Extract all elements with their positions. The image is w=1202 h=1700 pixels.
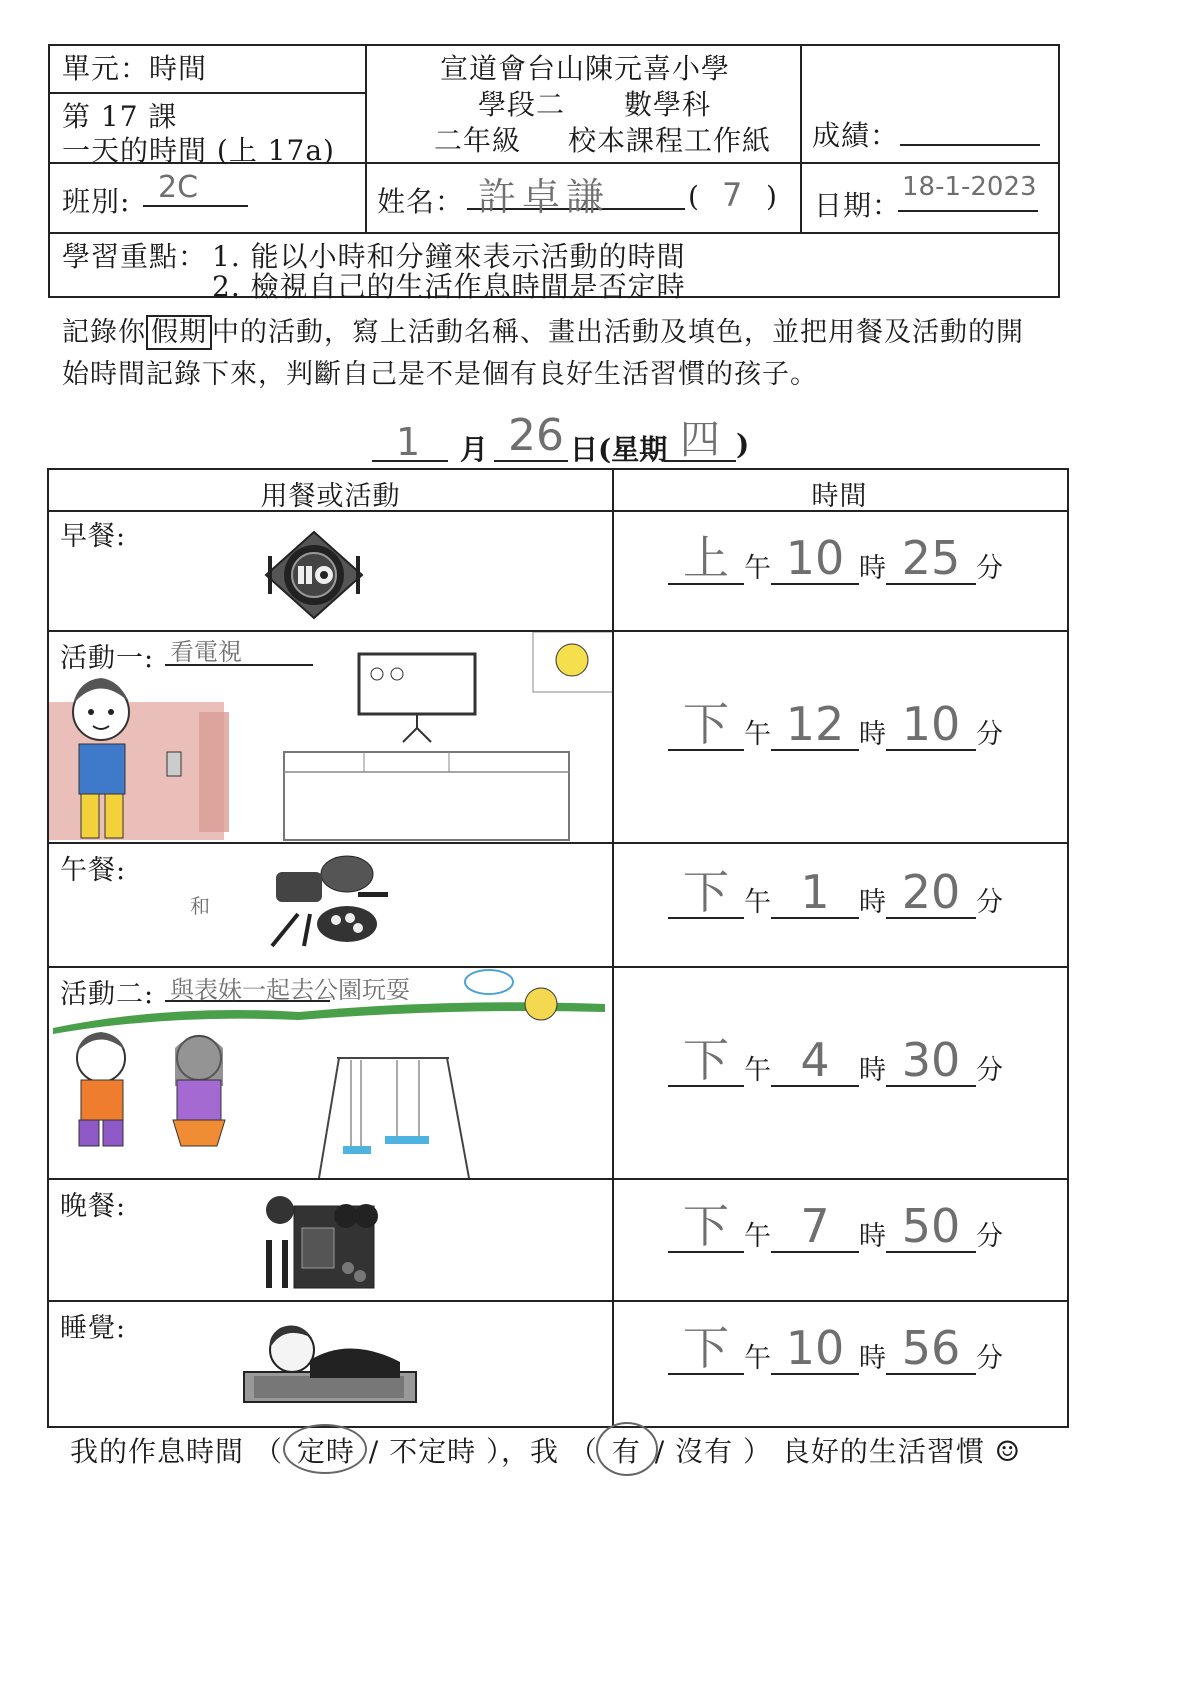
time-period-blank[interactable] (668, 1199, 744, 1253)
footer-part1: 我的作息時間 （ (70, 1435, 283, 1468)
weekday-value[interactable]: 四 (680, 417, 720, 463)
time-hour-value[interactable]: 7 (800, 1199, 830, 1253)
time-hour-blank[interactable] (771, 1321, 859, 1375)
time-minute-blank[interactable] (886, 1321, 976, 1375)
choice-irregular[interactable]: 不定時 (389, 1435, 477, 1468)
activity-2-name[interactable]: 與表妹一起去公園玩耍 (170, 976, 410, 1004)
row-label-activity-2: 活動二: (60, 979, 155, 1010)
row-label-lunch: 午餐: (60, 855, 127, 886)
circle-mark (596, 1422, 658, 1476)
objective-2: 2. 檢視自己的生活作息時間是否定時 (212, 270, 686, 303)
hour-unit: 時 (859, 1343, 886, 1374)
day-value[interactable]: 26 (508, 410, 564, 461)
time-breakfast (668, 531, 1003, 585)
row-label-breakfast: 早餐: (60, 521, 127, 552)
school-name: 宣道會台山陳元喜小學 (440, 52, 731, 85)
minute-unit: 分 (976, 553, 1003, 584)
class-number-open: ( (688, 180, 700, 213)
instructions-line2: 始時間記錄下來，判斷自己是不是個有良好生活習慣的孩子。 (62, 359, 818, 390)
noon-unit: 午 (744, 1055, 771, 1086)
habit-statement (70, 1430, 1021, 1470)
header-divider (365, 44, 367, 234)
time-minute-value[interactable]: 10 (901, 697, 961, 751)
noon-unit: 午 (744, 1343, 771, 1374)
lesson-number: 第 17 課 (62, 100, 178, 133)
time-sleep (668, 1321, 1003, 1375)
activity-1-drawing (49, 632, 612, 842)
month-value[interactable]: 1 (396, 420, 421, 464)
time-activity-2 (668, 1033, 1003, 1087)
sleep-icon (240, 1316, 420, 1412)
time-minute-value[interactable]: 50 (901, 1199, 961, 1253)
choice-have-label: 有 (611, 1435, 641, 1468)
time-hour-value[interactable]: 4 (800, 1033, 830, 1087)
time-hour-blank[interactable] (771, 697, 859, 751)
class-number-close: ) (766, 180, 778, 213)
date-blank[interactable] (898, 210, 1038, 212)
time-hour-blank[interactable] (771, 865, 859, 919)
choice-regular-label: 定時 (296, 1435, 355, 1468)
time-minute-blank[interactable] (886, 1033, 976, 1087)
time-hour-blank[interactable] (771, 531, 859, 585)
row-label-activity-1: 活動一: (60, 643, 155, 674)
class-blank[interactable] (143, 205, 248, 207)
row-label-dinner: 晚餐: (60, 1191, 127, 1222)
time-hour-value[interactable]: 10 (785, 531, 845, 585)
minute-unit: 分 (976, 1221, 1003, 1252)
minute-unit: 分 (976, 887, 1003, 918)
time-hour-value[interactable]: 10 (785, 1321, 845, 1375)
grade-label: 二年級 (434, 124, 522, 157)
time-period-blank[interactable] (668, 865, 744, 919)
time-period-blank[interactable] (668, 1321, 744, 1375)
time-period-value[interactable]: 下 (683, 865, 729, 919)
header-divider (48, 92, 366, 94)
header-divider (800, 44, 802, 234)
footer-slash-2: / (654, 1435, 666, 1468)
name-value[interactable]: 許卓謙 (478, 175, 611, 219)
time-minute-blank[interactable] (886, 865, 976, 919)
choice-regular[interactable] (293, 1430, 359, 1470)
noon-unit: 午 (744, 553, 771, 584)
minute-unit: 分 (976, 1343, 1003, 1374)
time-minute-value[interactable]: 30 (901, 1033, 961, 1087)
activity-2-drawing (49, 968, 612, 1178)
time-minute-blank[interactable] (886, 1199, 976, 1253)
subject-label: 數學科 (624, 88, 712, 121)
date-label: 日期： (814, 189, 902, 222)
time-activity-1 (668, 697, 1003, 751)
objective-1: 1. 能以小時和分鐘來表示活動的時間 (212, 240, 686, 273)
choice-have-not[interactable]: 沒有 (675, 1435, 734, 1468)
name-label: 姓名： (377, 185, 465, 218)
time-hour-blank[interactable] (771, 1033, 859, 1087)
day-label: 日(星期 (570, 433, 668, 466)
hour-unit: 時 (859, 887, 886, 918)
score-blank[interactable] (900, 144, 1040, 146)
hour-unit: 時 (859, 1221, 886, 1252)
date-value[interactable]: 18-1-2023 (902, 172, 1037, 202)
noon-unit: 午 (744, 887, 771, 918)
time-minute-value[interactable]: 20 (901, 865, 961, 919)
lunch-food-icon (262, 850, 392, 950)
lunch-note: 和 (190, 894, 210, 918)
class-value[interactable]: 2C (158, 170, 199, 205)
month-label: 月 (460, 433, 489, 466)
weekday-close: ) (736, 428, 750, 461)
minute-unit: 分 (976, 719, 1003, 750)
time-lunch (668, 865, 1003, 919)
time-minute-blank[interactable] (886, 697, 976, 751)
stage-label: 學段二 (478, 88, 566, 121)
class-number-value[interactable]: 7 (722, 176, 743, 214)
table-divider (47, 842, 1067, 844)
time-period-value[interactable]: 下 (683, 1033, 729, 1087)
objectives-label: 學習重點： (62, 240, 208, 273)
time-period-value[interactable]: 下 (683, 1199, 729, 1253)
hour-unit: 時 (859, 553, 886, 584)
minute-unit: 分 (976, 1055, 1003, 1086)
instructions-part2: 中的活動，寫上活動名稱、畫出活動及填色，並把用餐及活動的開 (212, 317, 1024, 348)
table-divider (47, 1300, 1067, 1302)
hour-unit: 時 (859, 719, 886, 750)
time-minute-value[interactable]: 56 (901, 1321, 961, 1375)
instructions (62, 312, 1072, 396)
circle-mark (283, 1424, 367, 1474)
time-hour-blank[interactable] (771, 1199, 859, 1253)
column-header-activity: 用餐或活動 (260, 481, 401, 512)
time-period-value[interactable]: 下 (683, 1321, 729, 1375)
time-period-blank[interactable] (668, 1033, 744, 1087)
activity-1-name[interactable]: 看電視 (170, 638, 242, 666)
footer-part3: ） 良好的生活習慣 ☺ (743, 1435, 1021, 1468)
noon-unit: 午 (744, 1221, 771, 1252)
noon-unit: 午 (744, 719, 771, 750)
breakfast-plate-icon (262, 530, 366, 620)
choice-have[interactable] (608, 1430, 645, 1470)
activity-table (47, 468, 1069, 1428)
header-divider (48, 232, 1058, 234)
time-hour-value[interactable]: 1 (800, 865, 830, 919)
lesson-title: 一天的時間 (上 17a) (62, 134, 335, 167)
time-period-value[interactable]: 上 (683, 531, 729, 585)
time-hour-value[interactable]: 12 (785, 697, 845, 751)
footer-slash-1: / (368, 1435, 380, 1468)
holiday-boxed-word: 假期 (146, 315, 212, 350)
time-dinner (668, 1199, 1003, 1253)
unit-label: 單元：時間 (62, 52, 208, 85)
worksheet-label: 校本課程工作紙 (568, 124, 772, 157)
footer-part2: ），我 （ (486, 1435, 598, 1468)
time-period-blank[interactable] (668, 697, 744, 751)
class-label: 班別: (62, 185, 131, 218)
column-header-time: 時間 (811, 481, 868, 512)
instructions-part1: 記錄你 (62, 317, 146, 348)
time-period-value[interactable]: 下 (683, 697, 729, 751)
row-label-sleep: 睡覺: (60, 1313, 127, 1344)
dinner-plate-icon (262, 1188, 382, 1294)
score-label: 成績： (812, 119, 900, 152)
table-divider (612, 468, 614, 1426)
time-period-blank[interactable] (668, 531, 744, 585)
time-minute-value[interactable]: 25 (901, 531, 961, 585)
time-minute-blank[interactable] (886, 531, 976, 585)
hour-unit: 時 (859, 1055, 886, 1086)
table-divider (47, 1178, 1067, 1180)
